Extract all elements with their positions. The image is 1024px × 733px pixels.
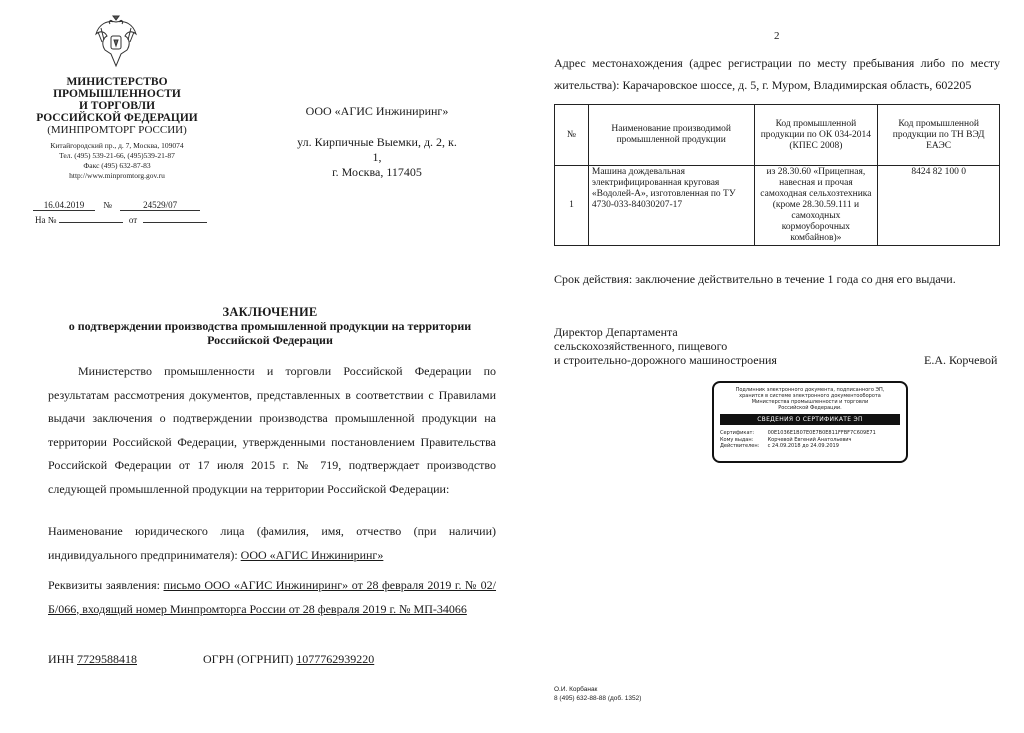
certificate-note-line: хранится в системе электронного документооборота: [739, 393, 881, 399]
director-line: и строительно-дорожного машиностроения: [554, 353, 777, 367]
issued-to-value: Корчевой Евгений Анатольевич: [767, 436, 852, 443]
legal-entity-label: Наименование юридического лица (фамилия, имя, отчество (при наличии) индивидуального предпринимателя):: [48, 524, 496, 562]
reference-from-label: от: [128, 215, 138, 225]
column-header: Код промышленной продукции по ТН ВЭД ЕАЭС: [878, 105, 1000, 166]
application-paragraph: [48, 574, 496, 621]
ministry-fax: Факс (495) 632-87-83: [83, 161, 151, 170]
executor-phone: 8 (495) 632-88-88 (доб. 1352): [554, 695, 642, 702]
location-address: Адрес местонахождения (адрес регистрации по месту пребывания либо по месту жительства): Карачаровское шоссе, д. 5, г. Муром, Владимирская область, 602205: [554, 56, 1000, 92]
page-number: 2: [774, 30, 780, 42]
inn-ogrn-line: [48, 652, 374, 667]
product-tnved-code: 8424 82 100 0: [878, 166, 1000, 246]
certificate-note-line: Министерства промышленности и торговли: [751, 399, 869, 405]
registration-line: [33, 200, 200, 211]
legal-entity-paragraph: [48, 520, 496, 567]
recipient-org: ООО «АГИС Инжиниринг»: [305, 104, 449, 118]
product-okpd-code: из 28.30.60 «Прицепная, навесная и прочая самоходная сельхозтехника (кроме 28.30.59.111 и самоходных кормоуборочных комбайнов)»: [754, 166, 878, 246]
validity-text: Срок действия: заключение действительно в течение 1 года со дня его выдачи.: [554, 272, 956, 286]
ministry-letterhead: [22, 76, 212, 181]
ministry-name-line: И ТОРГОВЛИ: [78, 100, 156, 112]
ministry-contacts: [22, 141, 212, 181]
application-value: письмо ООО «АГИС Инжиниринг» от 28 февраля 2019 г. № 02/Б/066, входящий номер Минпромторга России от 28 февраля 2019 г. № МП-34066: [48, 578, 497, 616]
title-main: ЗАКЛЮЧЕНИЕ: [222, 305, 318, 319]
column-header: Код промышленной продукции по ОК 034-2014 (КПЕС 2008): [754, 105, 878, 166]
recipient-address-line: г. Москва, 117405: [332, 165, 422, 179]
ogrn-label: ОГРН (ОГРНИП): [203, 652, 294, 666]
title-line: о подтверждении производства промышленной продукции на территории: [68, 319, 472, 333]
ministry-short-name: (МИНПРОМТОРГ РОССИИ): [47, 124, 187, 136]
title-line: Российской Федерации: [207, 333, 333, 347]
products-table: [554, 104, 1000, 246]
ministry-name-line: РОССИЙСКОЙ ФЕДЕРАЦИИ: [36, 112, 198, 124]
valid-value: с 24.09.2018 до 24.09.2019: [767, 443, 839, 449]
row-number: 1: [555, 166, 589, 246]
valid-label: Действителен:: [720, 443, 760, 449]
ministry-phone: Тел. (495) 539-21-66, (495)539-21-87: [59, 151, 175, 160]
director-line: сельскохозяйственного, пищевого: [554, 339, 728, 353]
product-name: Машина дождевальная электрифицированная круговая «Водолей-А», изготовленная по ТУ 4730-033-84030207-17: [588, 166, 754, 246]
certificate-note-line: Российской Федерации.: [778, 405, 842, 411]
reference-date-blank: [143, 222, 207, 223]
certificate-label: Сертификат:: [720, 430, 755, 436]
issued-to-label: Кому выдан:: [720, 436, 754, 443]
certificate-row: [720, 443, 900, 450]
certificate-note: [720, 387, 900, 411]
reference-line: [35, 215, 207, 225]
paragraph-text: Министерство промышленности и торговли Российской Федерации по результатам рассмотрения документов, представленных в соответствии с Правилами выдачи заключения о подтверждении производства промышленной продукции на территории Российской Федерации, утвержденными постановлением Правительства Российской Федерации от 17 июля 2015 г. № 719, подтверждает производство следующей промышленной продукции на территории Российской Федерации:: [48, 364, 496, 496]
ogrn-value: 1077762939220: [296, 652, 375, 666]
executor-name: О.И. Корбанак: [554, 686, 598, 693]
legal-entity-value: ООО «АГИС Инжиниринг»: [240, 547, 384, 562]
electronic-signature-stamp: [712, 381, 908, 463]
ministry-name-line: ПРОМЫШЛЕННОСТИ: [53, 88, 181, 100]
certificate-note-line: Подлинник электронного документа, подписанного ЭП,: [735, 387, 885, 393]
document-title: [40, 305, 500, 347]
ministry-address: Китайгородский пр., д. 7, Москва, 109074: [50, 141, 184, 150]
inn-label: ИНН: [48, 652, 74, 666]
director-name: Е.А. Корчевой: [924, 353, 998, 367]
recipient-block: [292, 104, 462, 180]
certificate-banner: СВЕДЕНИЯ О СЕРТИФИКАТЕ ЭП: [720, 414, 900, 425]
certificate-value: 00E1036E1B07E0E7B0E811FFBF7C609E71: [767, 430, 876, 436]
recipient-address-line: ул. Кирпичные Выемки, д. 2, к. 1,: [297, 135, 457, 164]
ministry-name-line: МИНИСТЕРСТВО: [66, 76, 168, 88]
director-line: Директор Департамента: [554, 325, 678, 339]
column-header: №: [555, 105, 589, 166]
reference-label: На №: [35, 215, 57, 225]
column-header: Наименование производимой промышленной продукции: [588, 105, 754, 166]
executor-info: [554, 685, 641, 703]
registration-number: 24529/07: [120, 200, 200, 211]
main-paragraph: [48, 360, 496, 501]
registration-number-label: №: [103, 200, 112, 210]
registration-date: 16.04.2019: [33, 200, 95, 211]
coat-of-arms-emblem: [93, 14, 139, 70]
table-row: [555, 166, 1000, 246]
reference-number-blank: [59, 222, 123, 223]
director-title: [554, 325, 777, 367]
table-header-row: [555, 105, 1000, 166]
inn-value: 7729588418: [77, 652, 137, 666]
application-label: Реквизиты заявления:: [48, 578, 160, 592]
page-2: [512, 0, 1024, 733]
ministry-website: http://www.minpromtorg.gov.ru: [69, 171, 165, 180]
